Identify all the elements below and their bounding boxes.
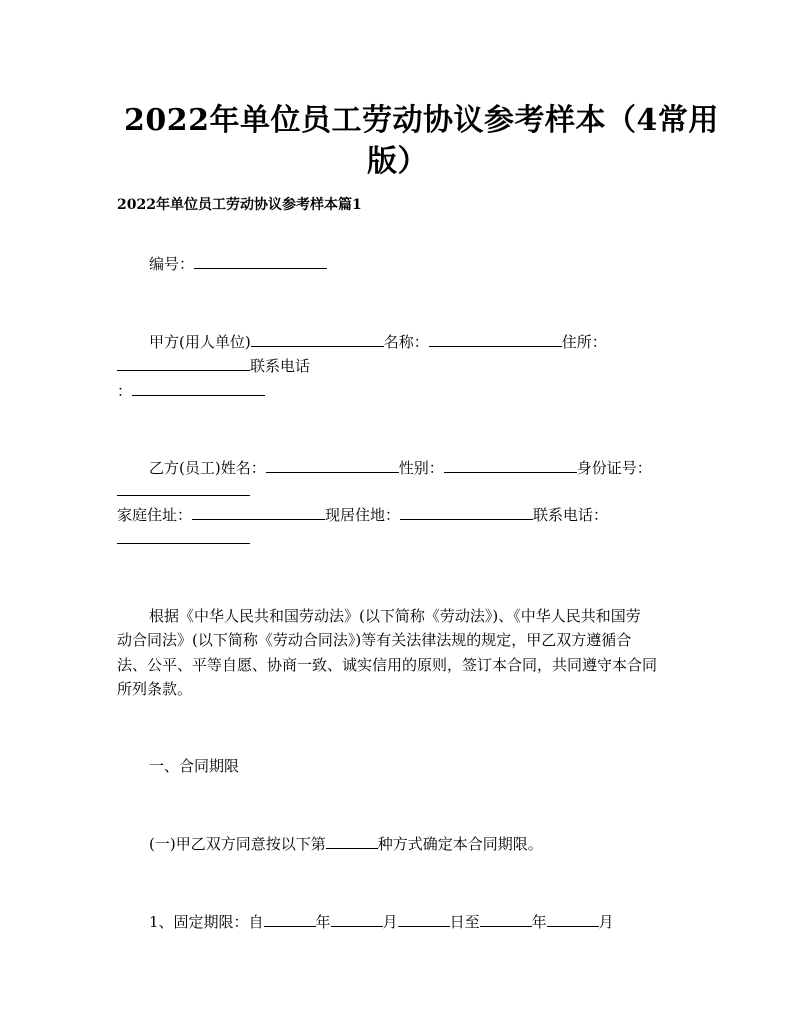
- partyB-current-label: 现居住地：: [325, 506, 401, 524]
- partyA-name-blank: [429, 332, 562, 347]
- number-label: 编号：: [149, 255, 195, 273]
- partyB-current-blank: [400, 505, 533, 520]
- day-to-label: 日至: [449, 913, 480, 931]
- partyB-name-blank: [266, 458, 399, 473]
- clause1-a-line: [149, 833, 543, 854]
- clause1-a-prefix: (一)甲乙双方同意按以下第: [149, 835, 326, 853]
- start-day-blank: [398, 912, 450, 927]
- end-year-blank: [480, 912, 532, 927]
- partyB-label: 乙方(员工)姓名：: [149, 459, 266, 477]
- partyB-home-label: 家庭住址：: [117, 506, 193, 524]
- partyB-line4: [117, 529, 250, 548]
- partyB-phone-blank: [117, 529, 250, 544]
- partyA-name-label: 名称：: [383, 333, 429, 351]
- partyA-colon: ：: [117, 382, 133, 400]
- partyA-line3: [117, 380, 265, 401]
- intro-line-2: 动合同法》(以下简称《劳动合同法》)等有关法律法规的规定，甲乙双方遵循合: [117, 631, 632, 649]
- partyA-address-label: 住所：: [561, 333, 607, 351]
- fixed-term-line: [149, 911, 614, 932]
- doc-title-line1: 2022年单位员工劳动协议参考样本（4常用: [124, 103, 719, 138]
- partyA-address-blank: [117, 356, 250, 371]
- partyA-phone-blank: [132, 381, 265, 396]
- clause1-heading: 一、合同期限: [149, 757, 240, 775]
- start-month-blank: [331, 912, 383, 927]
- partyB-id-blank: [117, 481, 250, 496]
- doc-title-line2: 版）: [367, 144, 428, 179]
- section-heading: 2022年单位员工劳动协议参考样本篇1: [117, 197, 362, 213]
- fixed-term-prefix: 1、固定期限：自: [149, 913, 264, 931]
- number-blank: [194, 254, 327, 269]
- partyB-line3: [117, 504, 608, 525]
- partyA-line1: [149, 331, 607, 352]
- clause1-a-blank: [326, 834, 378, 849]
- end-year-label: 年: [531, 913, 547, 931]
- end-month-blank: [547, 912, 599, 927]
- intro-line-3: 法、公平、平等自愿、协商一致、诚实信用的原则，签订本合同，共同遵守本合同: [117, 656, 658, 674]
- partyA-label: 甲方(用人单位): [149, 333, 251, 351]
- partyB-home-blank: [192, 505, 325, 520]
- start-year-label: 年: [315, 913, 331, 931]
- partyB-gender-label: 性别：: [398, 459, 444, 477]
- partyB-line1: [149, 457, 652, 478]
- partyB-gender-blank: [444, 458, 577, 473]
- partyB-line2: [117, 481, 250, 500]
- partyB-phone-label: 联系电话：: [533, 506, 609, 524]
- partyA-blank: [251, 332, 384, 347]
- partyB-id-label: 身份证号：: [576, 459, 652, 477]
- partyA-phone-label: 联系电话: [250, 357, 311, 375]
- partyA-line2: [117, 355, 310, 376]
- number-line: [149, 253, 327, 274]
- clause1-a-suffix: 种方式确定本合同期限。: [377, 835, 543, 853]
- end-month-label: 月: [598, 913, 614, 931]
- intro-line-1: 根据《中华人民共和国劳动法》(以下简称《劳动法》)、《中华人民共和国劳: [149, 607, 641, 625]
- start-month-label: 月: [382, 913, 398, 931]
- intro-line-4: 所列条款。: [117, 680, 193, 698]
- start-year-blank: [264, 912, 316, 927]
